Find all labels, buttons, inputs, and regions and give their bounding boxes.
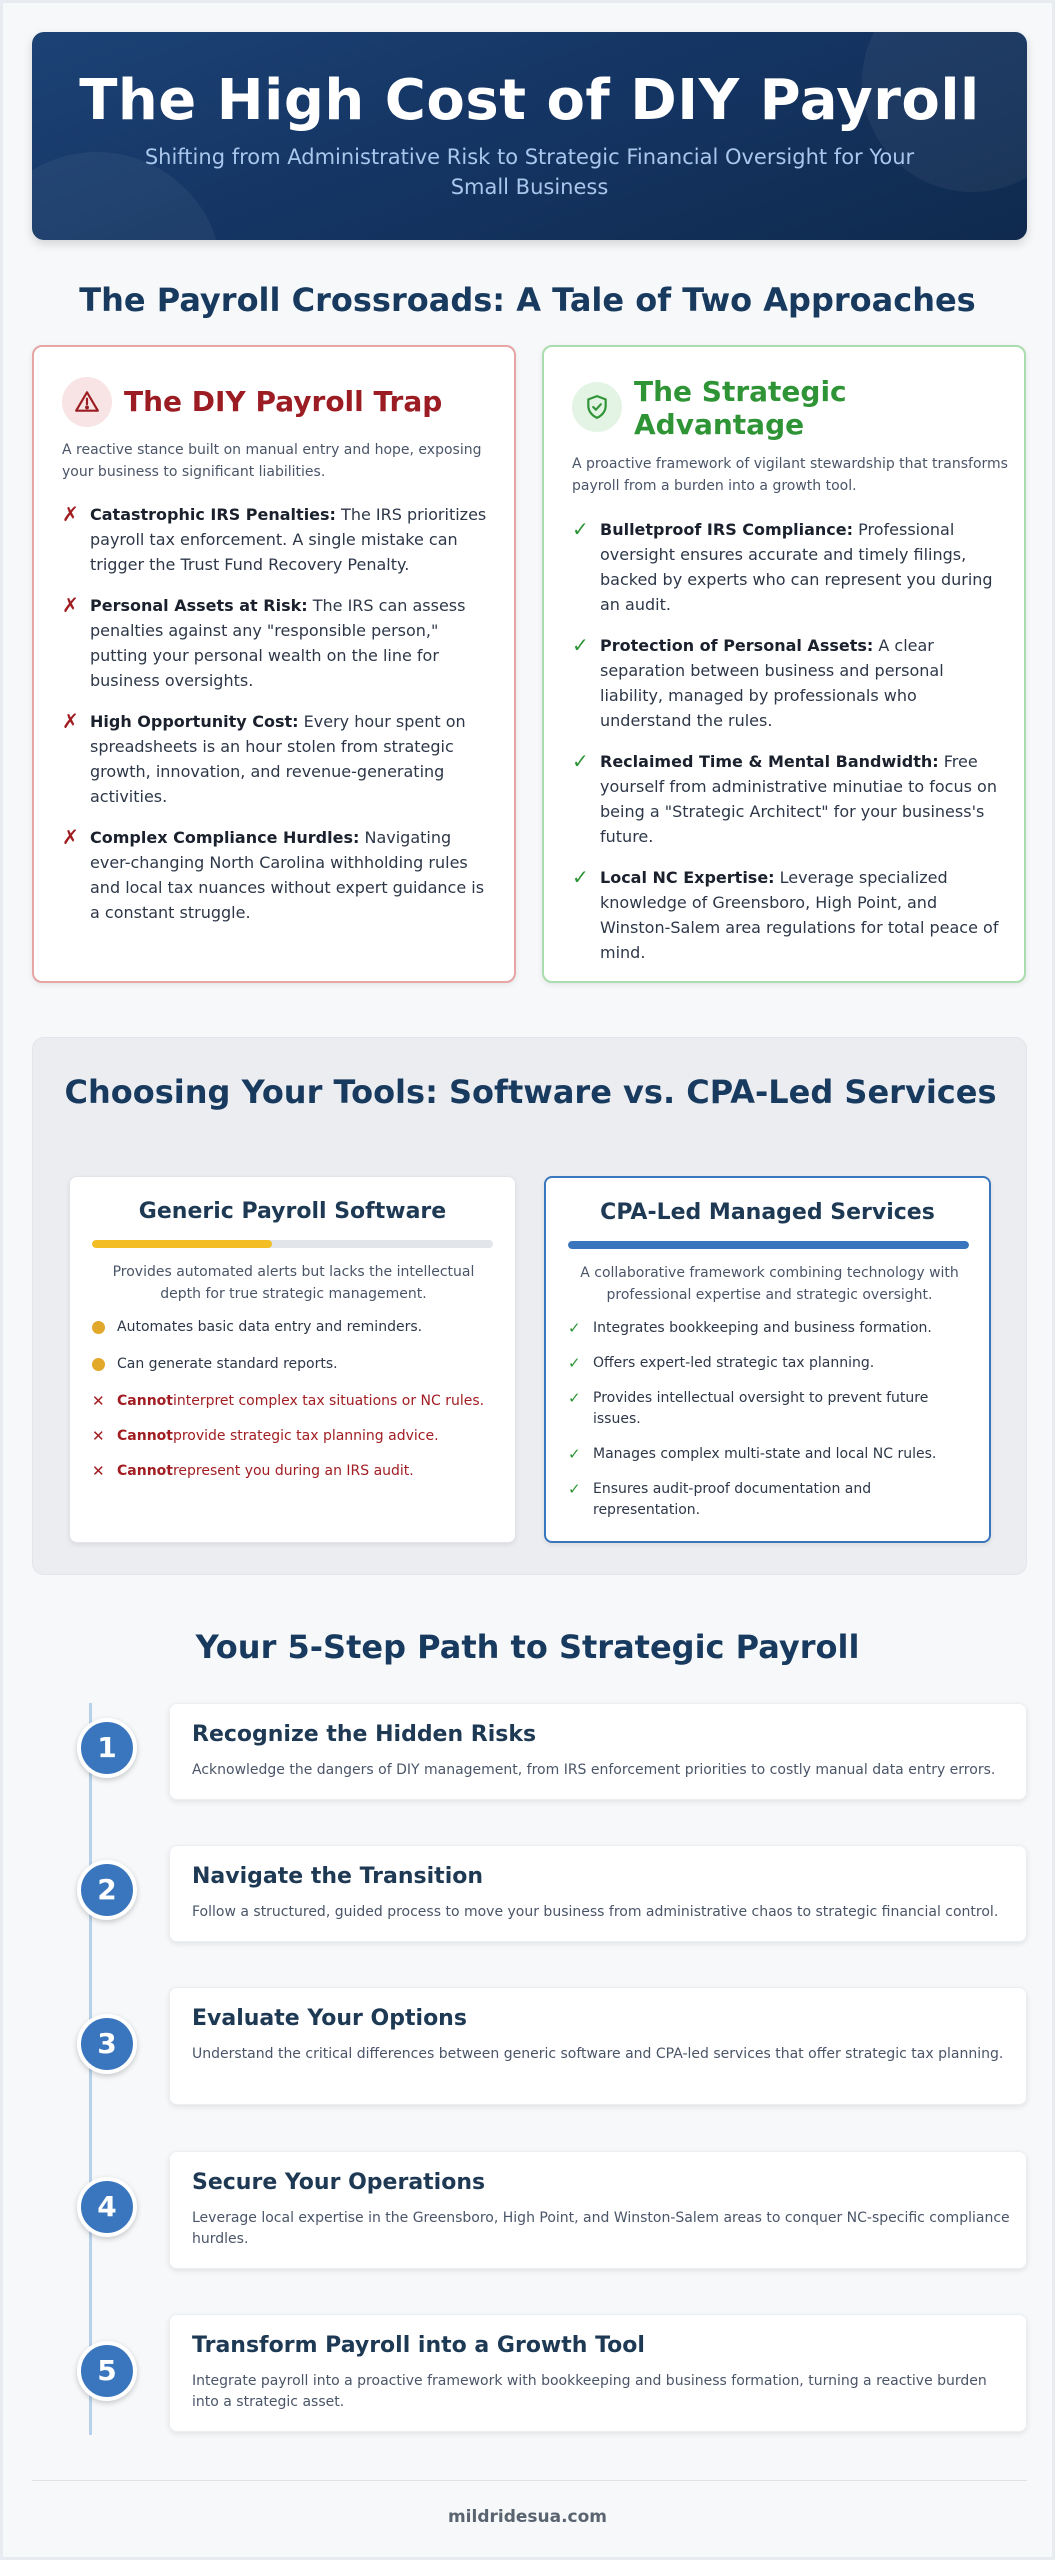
diy-trap-title: The DIY Payroll Trap xyxy=(124,385,443,418)
page-subtitle: Shifting from Administrative Risk to Strategic Financial Oversight for Your Small Business xyxy=(144,145,915,199)
page-title: The High Cost of DIY Payroll xyxy=(79,68,980,133)
step-number-badge: 3 xyxy=(77,2014,137,2074)
cross-icon: ✕ xyxy=(92,1392,105,1410)
check-icon: ✓ xyxy=(568,1445,581,1463)
check-icon: ✓ xyxy=(568,1389,581,1407)
item-text: represent you during an IRS audit. xyxy=(172,1463,414,1479)
warning-triangle-icon xyxy=(62,377,112,427)
item-text: Every hour spent on spreadsheets is an hour stolen from strategic growth, innovation, and revenue-generating activities. xyxy=(90,712,466,806)
check-icon: ✓ xyxy=(572,865,589,889)
list-item xyxy=(568,1318,973,1339)
item-text: Leverage specialized knowledge of Greensboro, High Point, and Winston-Salem area regulations for total peace of mind. xyxy=(600,868,999,962)
generic-software-desc: Provides automated alerts but lacks the intellectual depth for true strategic management. xyxy=(112,1264,475,1302)
list-item xyxy=(572,749,1002,849)
list-item xyxy=(568,1444,973,1465)
list-item xyxy=(62,825,492,925)
item-text: Offers expert-led strategic tax planning. xyxy=(593,1355,875,1371)
item-text: Navigating ever-changing North Carolina withholding rules and local tax nuances without expert guidance is a constant struggle. xyxy=(90,828,485,922)
diy-risk-list xyxy=(62,502,492,941)
item-label: Protection of Personal Assets: xyxy=(600,636,874,655)
step-card xyxy=(169,1703,1027,1800)
list-item xyxy=(568,1353,973,1374)
step-number-badge: 1 xyxy=(77,1718,137,1778)
item-text: A clear separation between business and personal liability, managed by professionals who understand the rules. xyxy=(600,636,944,730)
diy-trap-intro: A reactive stance built on manual entry and hope, exposing your business to significant liabilities. xyxy=(62,442,482,480)
item-text: Free yourself from administrative minutiae to focus on being a "Strategic Architect" for your business's future. xyxy=(600,752,997,846)
step-description: Follow a structured, guided process to move your business from administrative chaos to strategic financial control. xyxy=(192,1904,999,1920)
step-card xyxy=(169,1987,1027,2105)
footer-site-link[interactable]: mildridesua.com xyxy=(447,2507,608,2527)
check-icon: ✓ xyxy=(572,749,589,773)
list-item xyxy=(92,1317,497,1340)
item-label: High Opportunity Cost: xyxy=(90,712,299,731)
list-item xyxy=(92,1391,497,1412)
item-text: interpret complex tax situations or NC rules. xyxy=(172,1393,485,1409)
step-description: Leverage local expertise in the Greensboro, High Point, and Winston-Salem areas to conquer NC-specific compliance hurdles. xyxy=(192,2210,1010,2247)
item-label: Local NC Expertise: xyxy=(600,868,775,887)
step-title: Transform Payroll into a Growth Tool xyxy=(192,2333,645,2358)
list-item xyxy=(572,633,1002,733)
cross-icon: ✕ xyxy=(92,1427,105,1445)
item-label: Reclaimed Time & Mental Bandwidth: xyxy=(600,752,939,771)
item-text: The IRS prioritizes payroll tax enforcement. A single mistake can trigger the Trust Fund Recovery Penalty. xyxy=(90,505,487,574)
advantage-list xyxy=(572,517,1002,981)
capability-bar xyxy=(568,1241,969,1249)
shield-check-icon xyxy=(572,382,622,432)
step-description: Integrate payroll into a proactive framework with bookkeeping and business formation, turning a reactive burden into a strategic asset. xyxy=(192,2373,987,2410)
item-label: Complex Compliance Hurdles: xyxy=(90,828,360,847)
cross-icon: ✗ xyxy=(62,709,79,733)
diy-trap-card xyxy=(32,345,516,983)
cpa-services-desc: A collaborative framework combining technology with professional expertise and strategic oversight. xyxy=(580,1265,959,1303)
check-icon: ✓ xyxy=(572,633,589,657)
list-item xyxy=(572,517,1002,617)
cross-icon: ✕ xyxy=(92,1462,105,1480)
item-label: Cannot xyxy=(117,1463,173,1479)
step-title: Secure Your Operations xyxy=(192,2170,486,2195)
item-text: Automates basic data entry and reminders. xyxy=(117,1319,423,1335)
step-card xyxy=(169,2151,1027,2269)
tools-comparison-section xyxy=(32,1037,1027,1575)
bullet-dot-icon xyxy=(92,1321,105,1334)
strategic-advantage-card xyxy=(542,345,1026,983)
item-label: Cannot xyxy=(117,1428,173,1444)
check-icon: ✓ xyxy=(568,1480,581,1498)
item-text: The IRS can assess penalties against any "responsible person," putting your personal wealth on the line for business oversights. xyxy=(90,596,466,690)
step-number-badge: 5 xyxy=(77,2341,137,2401)
cpa-feature-list xyxy=(568,1318,973,1535)
step-title: Navigate the Transition xyxy=(192,1864,484,1889)
item-label: Cannot xyxy=(117,1393,173,1409)
capability-bar xyxy=(92,1240,493,1248)
item-text: provide strategic tax planning advice. xyxy=(172,1428,439,1444)
step-description: Understand the critical differences between generic software and CPA-led services that offer strategic tax planning. xyxy=(192,2046,1004,2062)
item-text: Manages complex multi-state and local NC rules. xyxy=(593,1446,937,1462)
step-number-badge: 2 xyxy=(77,1860,137,1920)
footer-divider xyxy=(32,2480,1027,2481)
capability-bar-fill xyxy=(568,1241,969,1249)
list-item xyxy=(92,1354,497,1377)
list-item xyxy=(62,502,492,577)
item-text: Ensures audit-proof documentation and representation. xyxy=(593,1481,872,1518)
item-label: Bulletproof IRS Compliance: xyxy=(600,520,854,539)
infographic-page xyxy=(3,3,1052,2557)
item-text: Can generate standard reports. xyxy=(117,1356,338,1372)
item-label: Personal Assets at Risk: xyxy=(90,596,308,615)
step-title: Evaluate Your Options xyxy=(192,2006,467,2031)
crossroads-heading: The Payroll Crossroads: A Tale of Two Approaches xyxy=(79,281,976,319)
cpa-services-title: CPA-Led Managed Services xyxy=(600,1200,935,1225)
cross-icon: ✗ xyxy=(62,593,79,617)
capability-bar-fill xyxy=(92,1240,272,1248)
item-text: Provides intellectual oversight to prevent future issues. xyxy=(593,1390,929,1427)
item-text: Professional oversight ensures accurate and timely filings, backed by experts who can represent you during an audit. xyxy=(600,520,993,614)
list-item xyxy=(62,709,492,809)
strategic-advantage-title: The Strategic Advantage xyxy=(634,375,847,441)
bullet-dot-icon xyxy=(92,1358,105,1371)
generic-software-card xyxy=(69,1176,516,1543)
strategic-advantage-intro: A proactive framework of vigilant stewardship that transforms payroll from a burden into a growth tool. xyxy=(572,456,1008,494)
hero-banner xyxy=(32,32,1027,240)
check-icon: ✓ xyxy=(572,517,589,541)
cross-icon: ✗ xyxy=(62,825,79,849)
step-card xyxy=(169,1845,1027,1942)
list-item xyxy=(62,593,492,693)
cross-icon: ✗ xyxy=(62,502,79,526)
step-title: Recognize the Hidden Risks xyxy=(192,1722,537,1747)
step-number-badge: 4 xyxy=(77,2177,137,2237)
tools-heading: Choosing Your Tools: Software vs. CPA-Led Services xyxy=(64,1073,997,1111)
step-description: Acknowledge the dangers of DIY management, from IRS enforcement priorities to costly manual data entry errors. xyxy=(192,1762,996,1778)
generic-feature-list xyxy=(92,1317,497,1496)
generic-software-title: Generic Payroll Software xyxy=(138,1199,447,1224)
list-item xyxy=(92,1426,497,1447)
cpa-services-card xyxy=(544,1176,991,1543)
steps-heading: Your 5-Step Path to Strategic Payroll xyxy=(195,1628,860,1666)
list-item xyxy=(568,1388,973,1430)
step-card xyxy=(169,2314,1027,2432)
list-item xyxy=(568,1479,973,1521)
item-text: Integrates bookkeeping and business formation. xyxy=(593,1320,932,1336)
list-item xyxy=(572,865,1002,965)
check-icon: ✓ xyxy=(568,1319,581,1337)
list-item xyxy=(92,1461,497,1482)
item-label: Catastrophic IRS Penalties: xyxy=(90,505,336,524)
check-icon: ✓ xyxy=(568,1354,581,1372)
